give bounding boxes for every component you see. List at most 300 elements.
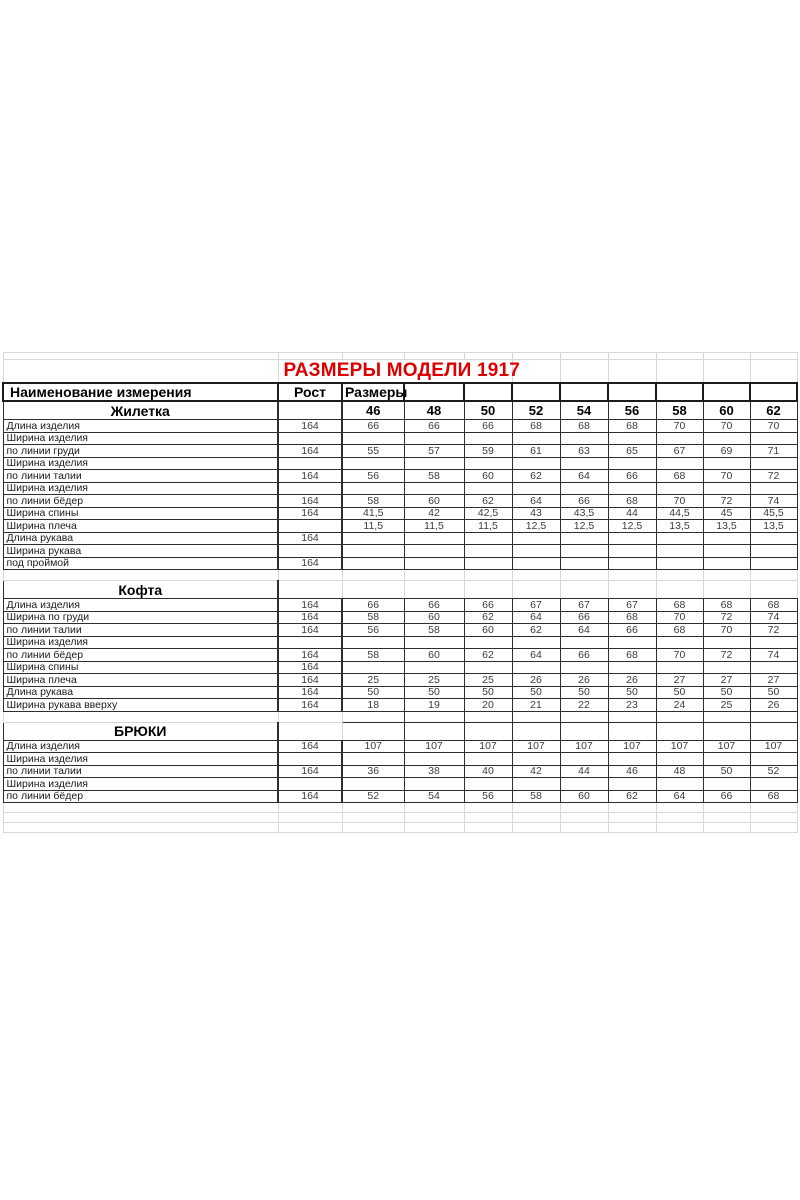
height-value: 164 — [278, 532, 342, 545]
size-value: 11,5 — [464, 520, 512, 533]
size-value: 65 — [608, 445, 656, 458]
height-value: 164 — [278, 790, 342, 803]
size-value — [404, 482, 464, 495]
size-value — [560, 636, 608, 649]
size-value — [342, 532, 404, 545]
size-value — [512, 557, 560, 570]
size-value: 25 — [404, 674, 464, 687]
measurement-row — [3, 420, 797, 433]
size-value: 12,5 — [512, 520, 560, 533]
size-chart-table — [2, 352, 798, 833]
measurement-label: Длина изделия — [3, 420, 278, 433]
empty-cell — [342, 581, 404, 599]
size-column-header: 54 — [560, 401, 608, 420]
size-column-header: 60 — [703, 401, 750, 420]
size-value: 60 — [560, 790, 608, 803]
size-value — [656, 557, 703, 570]
empty-cell — [703, 581, 750, 599]
size-value: 74 — [750, 649, 797, 662]
height-value — [278, 636, 342, 649]
empty-cell — [608, 813, 656, 823]
empty-cell — [656, 803, 703, 813]
empty-cell — [464, 722, 512, 740]
measurement-label: по линии талии — [3, 470, 278, 483]
measurement-column-header: Наименование измерения — [3, 383, 278, 401]
size-value — [464, 532, 512, 545]
measurement-label: Длина рукава — [3, 686, 278, 699]
measurement-label: по линии бёдер — [3, 649, 278, 662]
size-value: 68 — [512, 420, 560, 433]
size-value — [560, 532, 608, 545]
empty-cell — [278, 823, 342, 833]
size-value: 58 — [512, 790, 560, 803]
empty-cell — [404, 813, 464, 823]
size-value: 68 — [560, 420, 608, 433]
height-value: 164 — [278, 674, 342, 687]
section-spacer-row — [3, 711, 797, 722]
measurement-label: Ширина изделия — [3, 778, 278, 791]
size-value: 67 — [656, 445, 703, 458]
empty-cell — [656, 711, 703, 722]
size-value — [608, 753, 656, 766]
size-value — [560, 432, 608, 445]
height-value: 164 — [278, 740, 342, 753]
size-value: 25 — [464, 674, 512, 687]
height-value: 164 — [278, 470, 342, 483]
size-value: 66 — [608, 470, 656, 483]
empty-cell — [656, 353, 703, 360]
size-value — [703, 636, 750, 649]
empty-cell — [560, 360, 608, 384]
size-value: 66 — [608, 624, 656, 637]
column-header-row — [3, 383, 797, 401]
measurement-label: Ширина изделия — [3, 482, 278, 495]
size-value: 64 — [512, 495, 560, 508]
size-column-header: 46 — [342, 401, 404, 420]
measurement-label: Ширина изделия — [3, 753, 278, 766]
measurement-row — [3, 740, 797, 753]
size-value — [608, 557, 656, 570]
size-value: 107 — [703, 740, 750, 753]
measurement-row — [3, 457, 797, 470]
size-value — [750, 532, 797, 545]
measurement-row — [3, 482, 797, 495]
measurement-row — [3, 674, 797, 687]
size-value: 59 — [464, 445, 512, 458]
size-value: 68 — [656, 470, 703, 483]
empty-cell — [464, 711, 512, 722]
section-header-row — [3, 401, 797, 420]
size-value — [404, 532, 464, 545]
size-value: 12,5 — [560, 520, 608, 533]
section-title: Жилетка — [3, 401, 278, 420]
height-value — [278, 778, 342, 791]
section-header-row — [3, 581, 797, 599]
height-column-header: Рост — [278, 383, 342, 401]
size-value: 74 — [750, 495, 797, 508]
empty-cell — [3, 570, 278, 581]
size-value: 66 — [404, 599, 464, 612]
measurement-label: Ширина плеча — [3, 674, 278, 687]
empty-cell — [608, 360, 656, 384]
size-value — [464, 482, 512, 495]
empty-cell — [656, 581, 703, 599]
size-value — [404, 432, 464, 445]
size-value: 12,5 — [608, 520, 656, 533]
empty-cell — [703, 353, 750, 360]
size-value: 66 — [342, 599, 404, 612]
size-value: 36 — [342, 765, 404, 778]
size-value: 67 — [608, 599, 656, 612]
size-value — [608, 545, 656, 558]
size-value: 107 — [512, 740, 560, 753]
size-value: 62 — [464, 649, 512, 662]
empty-cell — [703, 813, 750, 823]
measurement-label: Ширина плеча — [3, 520, 278, 533]
empty-cell — [656, 813, 703, 823]
empty-cell — [512, 353, 560, 360]
size-value — [560, 545, 608, 558]
size-value: 13,5 — [703, 520, 750, 533]
size-value — [464, 753, 512, 766]
size-value — [464, 545, 512, 558]
size-value: 55 — [342, 445, 404, 458]
size-value — [342, 661, 404, 674]
height-value — [278, 482, 342, 495]
size-value: 70 — [656, 495, 703, 508]
empty-cell — [750, 823, 797, 833]
empty-cell — [560, 803, 608, 813]
size-value: 52 — [342, 790, 404, 803]
size-value: 58 — [342, 495, 404, 508]
empty-cell — [342, 570, 404, 581]
empty-cell — [278, 722, 342, 740]
measurement-label: Ширина рукава — [3, 545, 278, 558]
empty-cell — [342, 722, 404, 740]
size-value — [560, 557, 608, 570]
size-value: 64 — [512, 611, 560, 624]
empty-cell — [608, 581, 656, 599]
size-value: 68 — [750, 599, 797, 612]
empty-cell — [464, 581, 512, 599]
size-value — [560, 661, 608, 674]
size-value: 41,5 — [342, 507, 404, 520]
size-value: 60 — [404, 495, 464, 508]
size-value: 107 — [560, 740, 608, 753]
size-value: 40 — [464, 765, 512, 778]
size-value: 13,5 — [656, 520, 703, 533]
height-value — [278, 457, 342, 470]
size-value — [512, 545, 560, 558]
size-value: 44 — [608, 507, 656, 520]
size-value — [703, 532, 750, 545]
size-value: 71 — [750, 445, 797, 458]
size-value — [656, 532, 703, 545]
size-value: 26 — [512, 674, 560, 687]
height-value: 164 — [278, 495, 342, 508]
size-value — [703, 432, 750, 445]
section-header-row — [3, 722, 797, 740]
size-value — [512, 532, 560, 545]
size-value — [342, 636, 404, 649]
size-value: 50 — [608, 686, 656, 699]
size-value — [750, 482, 797, 495]
size-value — [342, 557, 404, 570]
size-value: 62 — [464, 611, 512, 624]
section-spacer-row — [3, 570, 797, 581]
size-value — [404, 545, 464, 558]
size-value: 69 — [703, 445, 750, 458]
empty-cell — [608, 353, 656, 360]
size-value: 68 — [750, 790, 797, 803]
size-value — [404, 778, 464, 791]
size-value — [512, 778, 560, 791]
size-value: 24 — [656, 699, 703, 712]
height-value — [278, 432, 342, 445]
empty-cell — [512, 813, 560, 823]
empty-cell — [750, 353, 797, 360]
size-value: 50 — [512, 686, 560, 699]
empty-cell — [560, 353, 608, 360]
size-column-header: 52 — [512, 401, 560, 420]
measurement-label: Ширина изделия — [3, 636, 278, 649]
size-value: 56 — [342, 470, 404, 483]
empty-cell — [560, 823, 608, 833]
size-value — [656, 636, 703, 649]
empty-cell — [278, 803, 342, 813]
measurement-label: по линии талии — [3, 624, 278, 637]
height-value: 164 — [278, 765, 342, 778]
size-value — [342, 545, 404, 558]
size-value — [464, 457, 512, 470]
measurement-row — [3, 532, 797, 545]
size-value — [560, 778, 608, 791]
size-value — [560, 482, 608, 495]
size-value — [656, 778, 703, 791]
empty-cell — [750, 581, 797, 599]
size-value: 107 — [750, 740, 797, 753]
size-value — [750, 545, 797, 558]
size-value: 50 — [342, 686, 404, 699]
empty-cell — [656, 823, 703, 833]
empty-cell — [342, 803, 404, 813]
size-value: 70 — [656, 649, 703, 662]
size-value — [342, 457, 404, 470]
empty-cell — [750, 722, 797, 740]
size-value — [750, 753, 797, 766]
empty-cell — [512, 581, 560, 599]
size-column-header: 62 — [750, 401, 797, 420]
size-value: 50 — [750, 686, 797, 699]
size-value — [464, 557, 512, 570]
height-value: 164 — [278, 599, 342, 612]
size-value: 107 — [656, 740, 703, 753]
size-value: 107 — [464, 740, 512, 753]
size-value: 70 — [703, 420, 750, 433]
size-value: 50 — [404, 686, 464, 699]
size-value: 43 — [512, 507, 560, 520]
height-value — [278, 545, 342, 558]
size-value: 19 — [404, 699, 464, 712]
empty-cell — [512, 803, 560, 813]
height-value: 164 — [278, 557, 342, 570]
measurement-label: по линии груди — [3, 445, 278, 458]
size-value: 62 — [464, 495, 512, 508]
measurement-row — [3, 686, 797, 699]
size-value — [512, 482, 560, 495]
size-value: 38 — [404, 765, 464, 778]
measurement-row — [3, 545, 797, 558]
size-value — [464, 432, 512, 445]
size-value — [464, 661, 512, 674]
empty-header-cell — [404, 383, 464, 401]
size-value — [512, 457, 560, 470]
size-value: 45 — [703, 507, 750, 520]
empty-cell — [3, 711, 278, 722]
size-value: 56 — [464, 790, 512, 803]
size-value: 66 — [560, 495, 608, 508]
size-value: 58 — [404, 470, 464, 483]
measurement-row — [3, 445, 797, 458]
size-value — [404, 557, 464, 570]
empty-cell — [750, 360, 797, 384]
measurement-label: Длина рукава — [3, 532, 278, 545]
measurement-label: по линии бёдер — [3, 790, 278, 803]
size-value — [703, 661, 750, 674]
size-value: 22 — [560, 699, 608, 712]
size-value — [703, 545, 750, 558]
measurement-label: по линии бёдер — [3, 495, 278, 508]
measurement-row — [3, 611, 797, 624]
size-value — [750, 557, 797, 570]
page-title: РАЗМЕРЫ МОДЕЛИ 1917 — [278, 360, 512, 384]
empty-cell — [750, 570, 797, 581]
empty-cell — [560, 711, 608, 722]
empty-header-cell — [656, 383, 703, 401]
size-value: 50 — [703, 686, 750, 699]
size-value — [750, 778, 797, 791]
size-value: 62 — [512, 624, 560, 637]
size-value: 44 — [560, 765, 608, 778]
size-value — [608, 457, 656, 470]
measurement-row — [3, 507, 797, 520]
size-value: 66 — [560, 611, 608, 624]
size-value: 107 — [608, 740, 656, 753]
size-value: 23 — [608, 699, 656, 712]
size-value — [560, 753, 608, 766]
grid-blank-row — [3, 813, 797, 823]
size-value: 68 — [608, 611, 656, 624]
empty-cell — [404, 570, 464, 581]
measurement-row — [3, 495, 797, 508]
height-value: 164 — [278, 699, 342, 712]
size-value: 21 — [512, 699, 560, 712]
measurement-row — [3, 599, 797, 612]
size-value — [342, 778, 404, 791]
measurement-row — [3, 557, 797, 570]
empty-cell — [404, 353, 464, 360]
empty-header-cell — [560, 383, 608, 401]
size-value: 68 — [656, 599, 703, 612]
height-value: 164 — [278, 661, 342, 674]
size-value: 70 — [703, 624, 750, 637]
empty-cell — [464, 803, 512, 813]
empty-cell — [703, 823, 750, 833]
height-value: 164 — [278, 686, 342, 699]
empty-cell — [464, 570, 512, 581]
empty-header-cell — [608, 383, 656, 401]
measurement-label: под проймой — [3, 557, 278, 570]
size-value: 60 — [464, 624, 512, 637]
title-row — [3, 360, 797, 384]
size-value: 27 — [703, 674, 750, 687]
size-value — [656, 432, 703, 445]
measurement-row — [3, 520, 797, 533]
empty-cell — [404, 823, 464, 833]
measurement-row — [3, 661, 797, 674]
size-value — [703, 753, 750, 766]
size-value: 54 — [404, 790, 464, 803]
size-value — [608, 532, 656, 545]
empty-cell — [608, 823, 656, 833]
measurement-label: Длина изделия — [3, 599, 278, 612]
empty-cell — [512, 722, 560, 740]
empty-cell — [608, 711, 656, 722]
size-value: 68 — [703, 599, 750, 612]
measurement-row — [3, 470, 797, 483]
size-value: 25 — [703, 699, 750, 712]
size-value: 107 — [342, 740, 404, 753]
size-value — [404, 753, 464, 766]
size-value: 60 — [404, 611, 464, 624]
size-value: 42 — [512, 765, 560, 778]
height-value — [278, 753, 342, 766]
empty-cell — [703, 711, 750, 722]
size-value: 62 — [608, 790, 656, 803]
size-value: 66 — [342, 420, 404, 433]
size-value — [608, 778, 656, 791]
measurement-label: Ширина спины — [3, 661, 278, 674]
size-value — [656, 545, 703, 558]
height-value — [278, 520, 342, 533]
empty-cell — [703, 722, 750, 740]
size-value — [750, 457, 797, 470]
size-value: 62 — [512, 470, 560, 483]
size-value — [342, 482, 404, 495]
measurement-row — [3, 765, 797, 778]
size-value: 11,5 — [404, 520, 464, 533]
measurement-label: Ширина спины — [3, 507, 278, 520]
size-value: 50 — [656, 686, 703, 699]
size-value: 42,5 — [464, 507, 512, 520]
measurement-row — [3, 432, 797, 445]
height-value: 164 — [278, 445, 342, 458]
size-value: 67 — [560, 599, 608, 612]
empty-cell — [404, 581, 464, 599]
grid-blank-row — [3, 823, 797, 833]
empty-cell — [3, 813, 278, 823]
grid-blank-row — [3, 803, 797, 813]
empty-cell — [703, 360, 750, 384]
size-value — [512, 432, 560, 445]
empty-cell — [278, 711, 342, 722]
empty-cell — [404, 722, 464, 740]
size-value: 72 — [703, 649, 750, 662]
size-value: 27 — [656, 674, 703, 687]
empty-cell — [608, 722, 656, 740]
empty-header-cell — [512, 383, 560, 401]
size-value: 68 — [656, 624, 703, 637]
